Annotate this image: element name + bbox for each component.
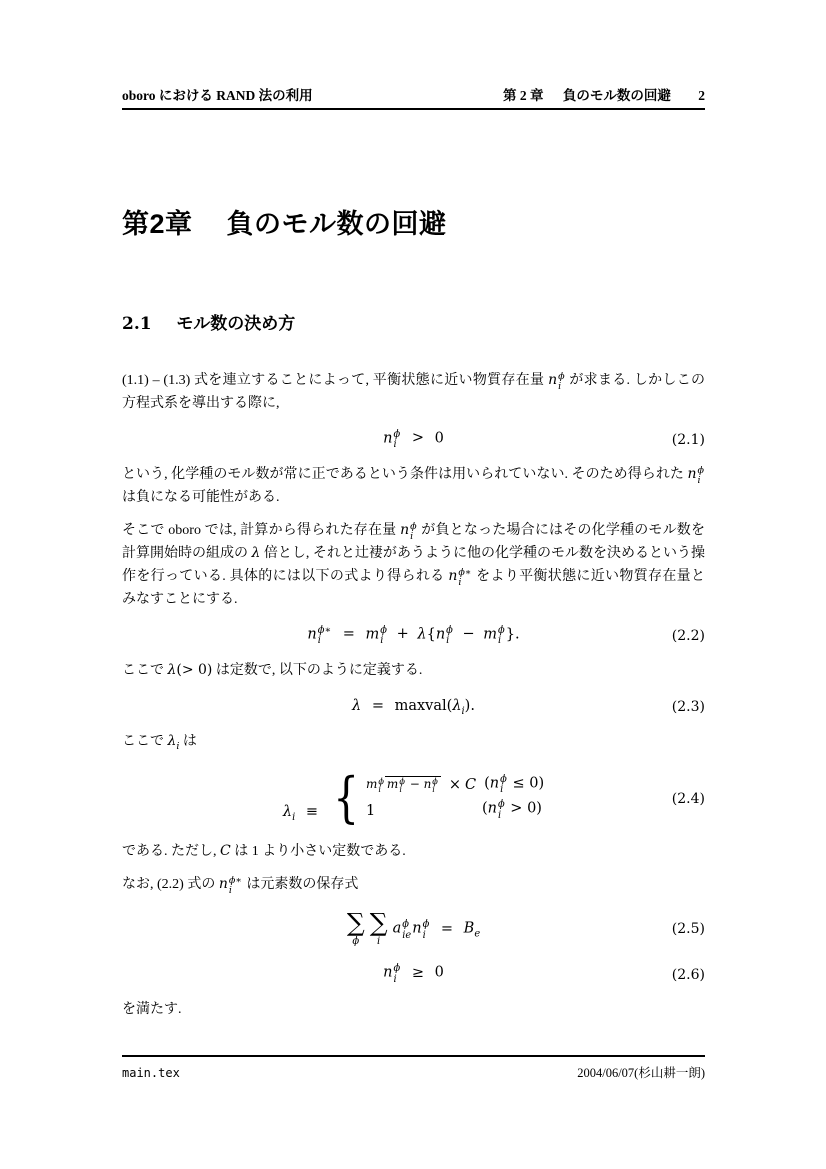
paragraph-6: である. ただし, C は 1 より小さい定数である. <box>122 842 406 859</box>
equation-number: (2.5) <box>671 920 705 937</box>
equation-2-4 <box>122 765 705 830</box>
equation-number: (2.2) <box>671 628 705 644</box>
paragraph-7: なお, (2.2) 式の n ϕ∗ i は元素数の保存式 <box>122 874 359 896</box>
header-rule <box>122 108 705 110</box>
equation-body: n ϕ i ≥ 0 <box>383 963 444 985</box>
section-number: 2.1 <box>122 314 152 334</box>
equation-2-3 <box>122 692 705 722</box>
equation-body: ∑ ϕ ∑ i a ϕ ie n ϕ i = $B_e$ <box>346 908 481 948</box>
equation-number: (2.6) <box>671 966 705 983</box>
paragraph-5: ここで $\lambda_i$ は <box>122 733 197 752</box>
equation-body: $\lambda = maxval(\lambda_i)$. <box>352 697 475 717</box>
footer-rule <box>122 1055 705 1057</box>
chapter-title <box>122 206 705 242</box>
section-heading <box>122 312 705 336</box>
chapter-title-text: 負のモル数の回避 <box>226 209 447 239</box>
header-right <box>503 87 705 104</box>
page-footer <box>122 1055 705 1081</box>
equation-body: $\lambda_i$ ≡ { m ϕ i m ϕ i − n ϕ i × C (n ϕ i ≤ 0) 1 (n ϕ i > 0) <box>282 765 545 829</box>
paragraph-8: を満たす. <box>122 1001 182 1017</box>
paragraph-4: ここで λ(> 0) は定数で, 以下のように定義する. <box>122 662 423 678</box>
equation-number: (2.3) <box>671 699 705 715</box>
paragraph-2: という, 化学種のモル数が常に正であるという条件は用いられていない. そのため得られた n ϕ i は負になる可能性がある. <box>122 464 704 505</box>
footer-date-author: 2004/06/07(杉山耕一朗) <box>577 1066 705 1080</box>
footer-row <box>122 1063 705 1081</box>
page-content <box>122 0 705 1031</box>
header-page-number: 2 <box>698 88 705 103</box>
paragraph-1: (1.1) – (1.3) 式を連立することによって, 平衡状態に近い物質存在量 n ϕ i が求まる. しかしこの方程式系を導出する際に, <box>122 370 705 411</box>
equation-body: n ϕ i > 0 <box>383 428 444 450</box>
equation-number: (2.1) <box>671 432 705 448</box>
equation-body: n ϕ∗ i = m ϕ i + λ{n ϕ i − m ϕ i }. <box>307 624 520 646</box>
paragraph-3: そこで oboro では, 計算から得られた存在量 n ϕ i が負となった場合にはその化学種のモル数を計算開始時の組成の λ 倍とし, それと辻褄があうように他の化学種のモル数を決めるという操作を行っている. 具体的には以下の式より得られる n ϕ∗ i をより平衡状態に近い物質存在量とみなすことにする. <box>122 520 706 607</box>
header-left-title: oboro における RAND 法の利用 <box>122 88 313 103</box>
equation-2-2 <box>122 621 705 651</box>
footer-filename: main.tex <box>122 1066 180 1080</box>
equation-2-5 <box>122 906 705 952</box>
header-chapter-title: 負のモル数の回避 <box>562 88 671 103</box>
chapter-number: 第2章 <box>122 209 193 239</box>
equation-2-1 <box>122 425 705 455</box>
equation-2-6 <box>122 960 705 990</box>
equation-number: (2.4) <box>671 790 705 807</box>
section-title-text: モル数の決め方 <box>176 314 296 333</box>
header-chapter-label: 第 2 章 <box>503 88 544 103</box>
running-header <box>122 87 705 104</box>
